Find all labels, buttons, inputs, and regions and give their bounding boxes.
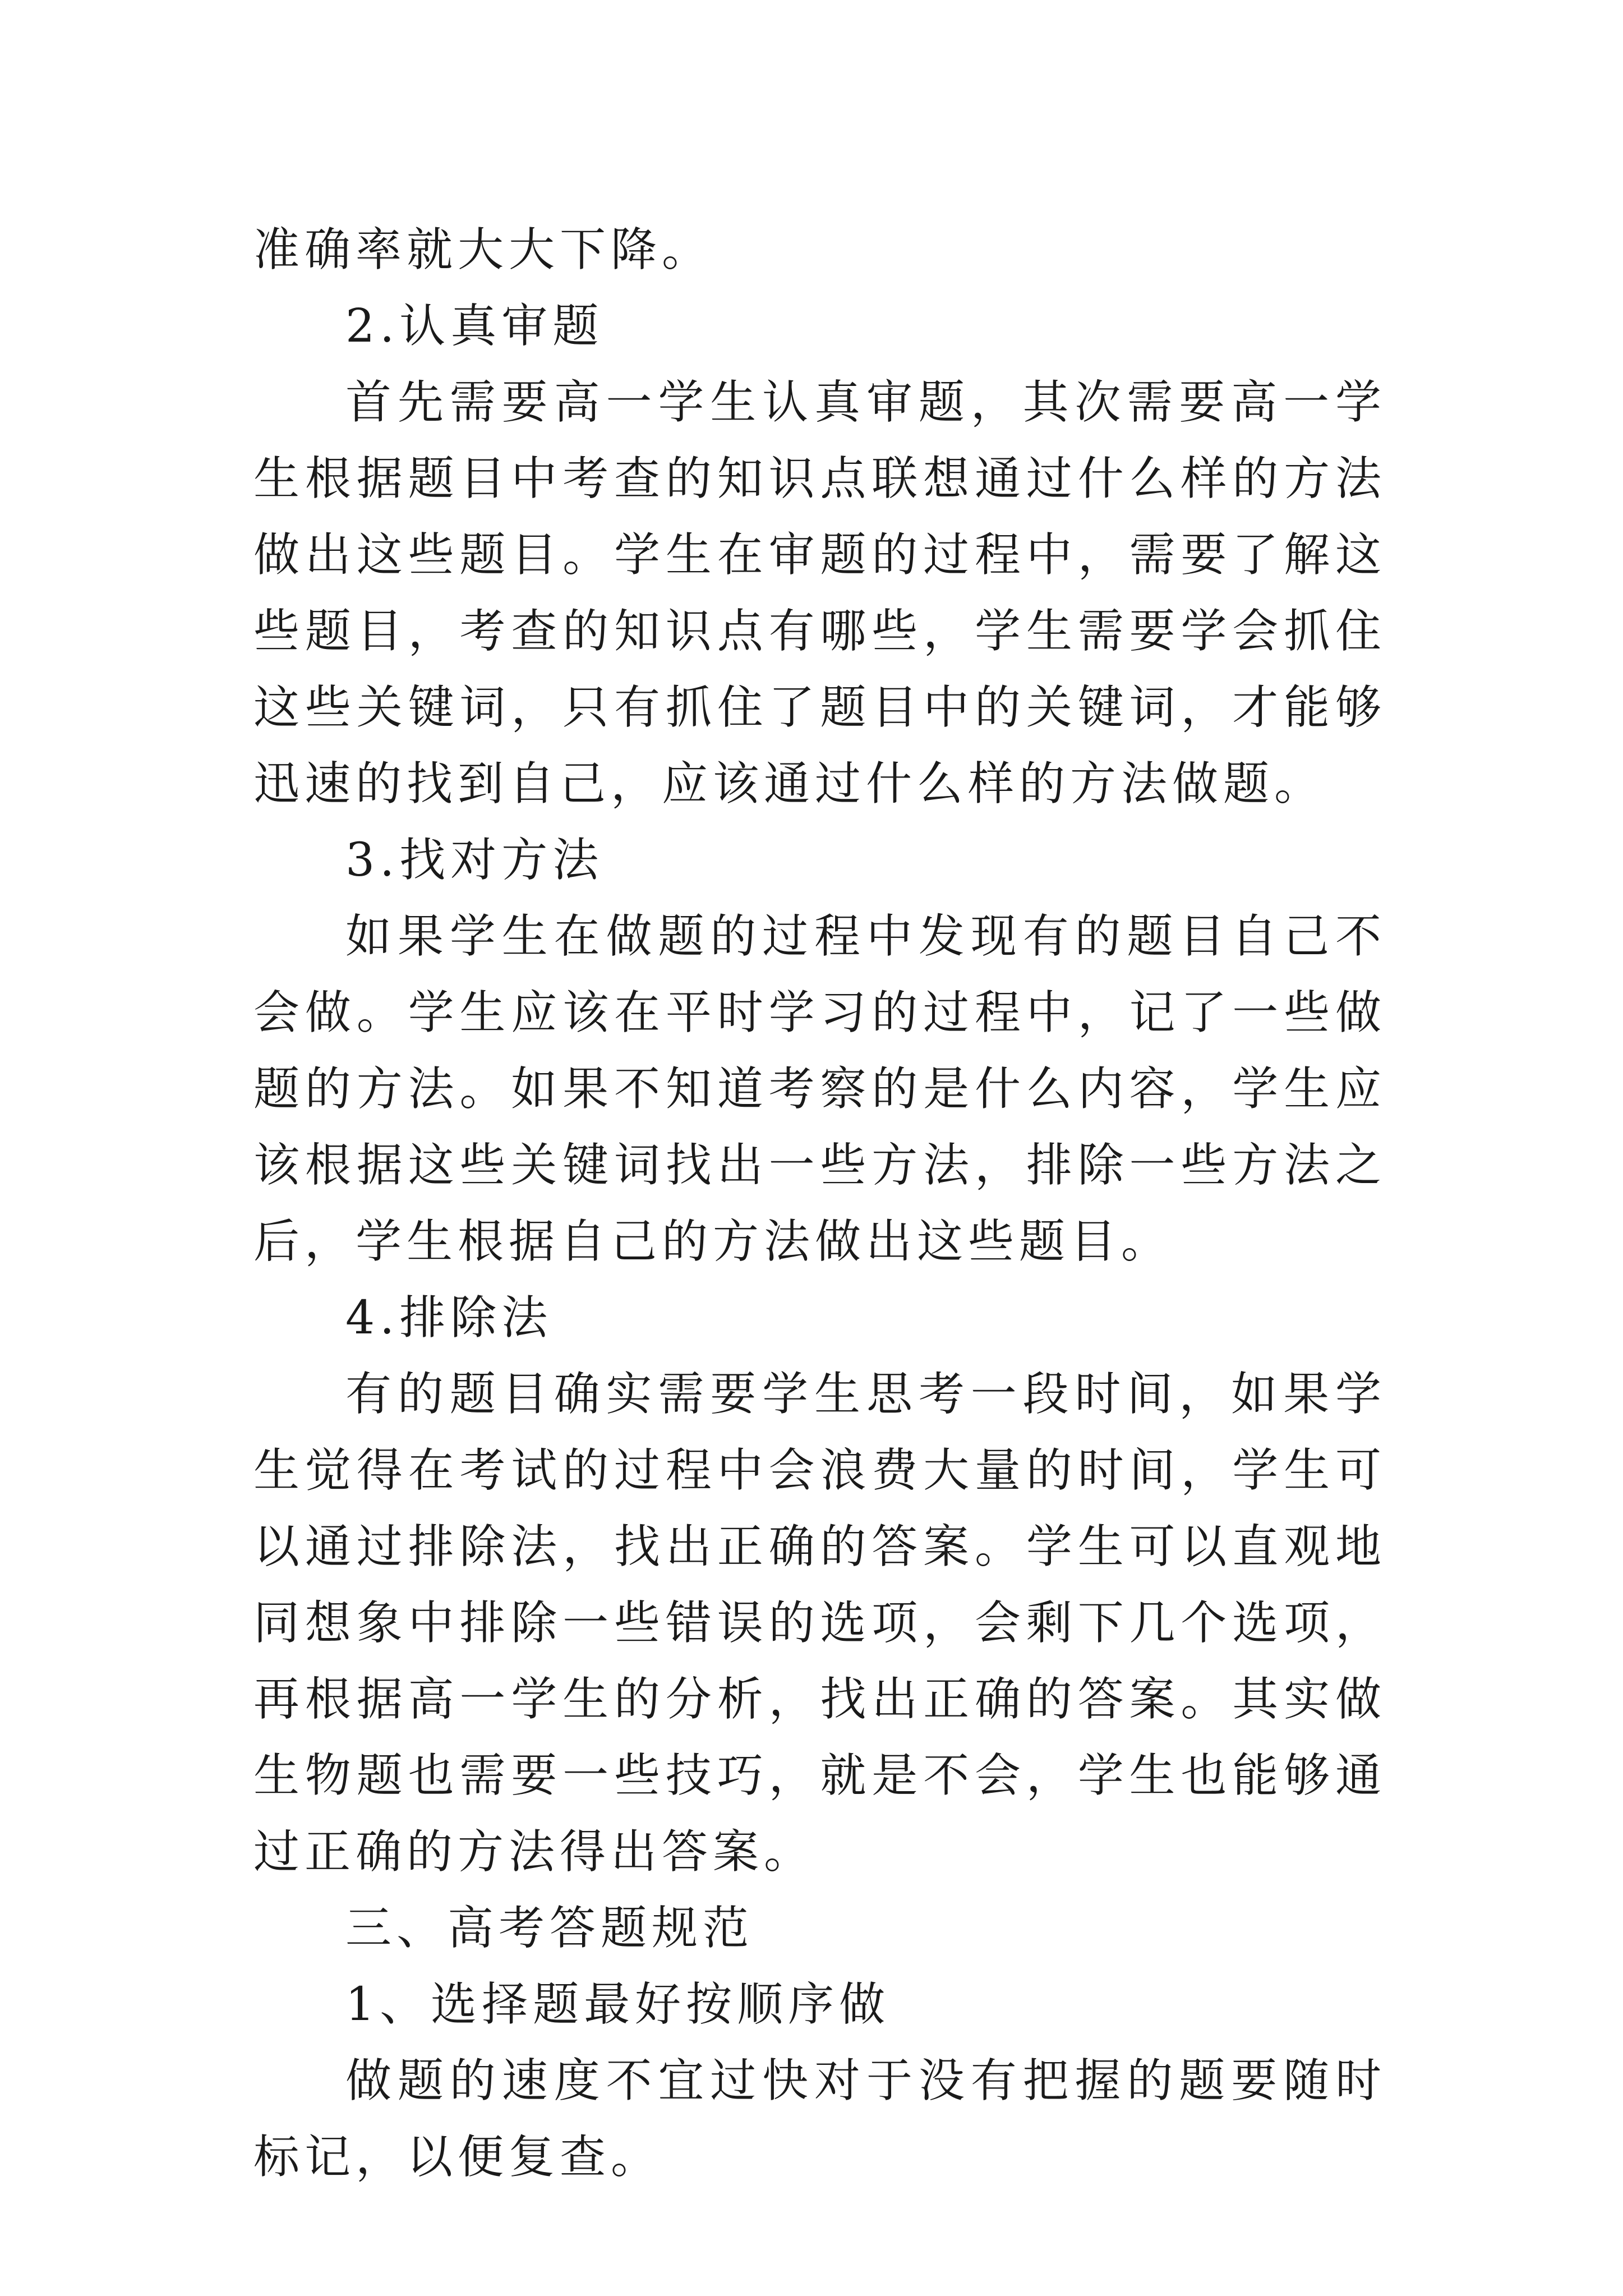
section-heading-find-method: 3.找对方法 (345, 834, 604, 887)
subsection-heading-multiple-choice: 1、选择题最好按顺序做 (345, 1978, 891, 2031)
paragraph-careful-reading: 首先需要高一学生认真审题，其次需要高一学生根据题目中考查的知识点联想通过什么样的方法做出这些题目。学生在审题的过程中，需要了解这些题目，考查的知识点有哪些，学生需要学会抓住这些关键词，只有抓住了题目中的关键词，才能够迅速的找到自己，应该通过什么样的方法做题。 (253, 376, 1386, 811)
section-heading-elimination: 4.排除法 (345, 1291, 553, 1345)
section-heading-exam-norms: 三、高考答题规范 (345, 1902, 754, 1955)
section-heading-careful-reading: 2.认真审题 (345, 300, 604, 353)
paragraph-continuation: 准确率就大大下降。 (253, 223, 713, 277)
paragraph-multiple-choice: 做题的速度不宜过快对于没有把握的题要随时标记，以便复查。 (253, 2054, 1386, 2184)
paragraph-find-method: 如果学生在做题的过程中发现有的题目自己不会做。学生应该在平时学习的过程中，记了一些做题的方法。如果不知道考察的是什么内容，学生应该根据这些关键词找出一些方法，排除一些方法之后，学生根据自己的方法做出这些题目。 (253, 910, 1386, 1268)
document-body (253, 212, 1386, 2196)
paragraph-elimination: 有的题目确实需要学生思考一段时间，如果学生觉得在考试的过程中会浪费大量的时间，学生可以通过排除法，找出正确的答案。学生可以直观地同想象中排除一些错误的选项，会剩下几个选项，再根据高一学生的分析，找出正确的答案。其实做生物题也需要一些技巧，就是不会，学生也能够通过正确的方法得出答案。 (253, 1368, 1386, 1879)
